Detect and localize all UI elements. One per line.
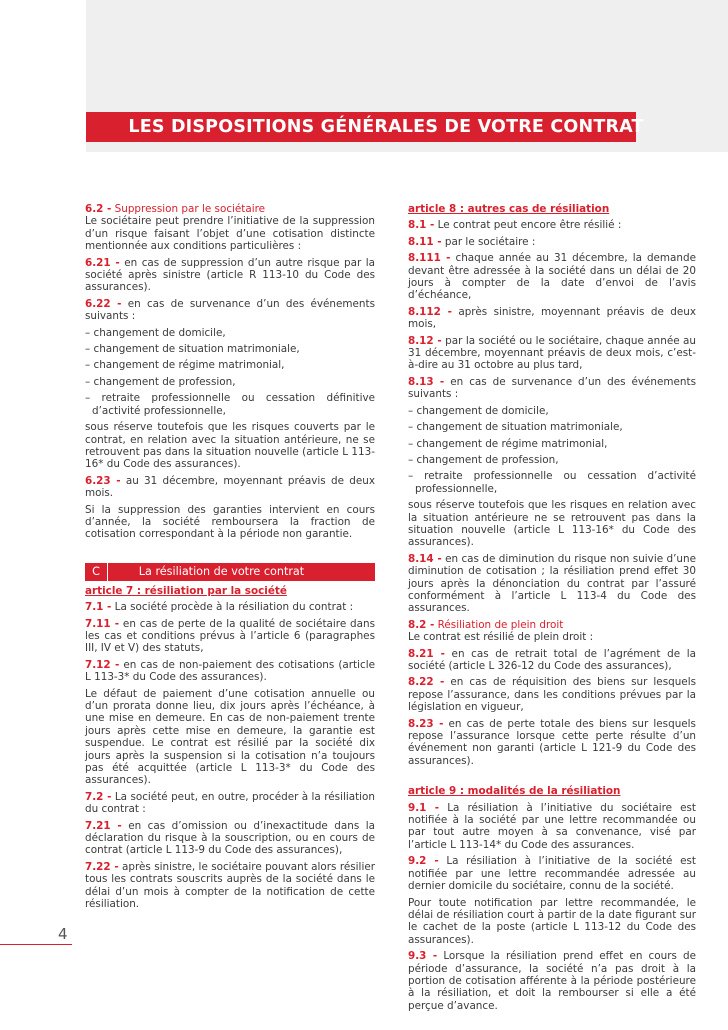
paragraph-8-22: 8.22 - en cas de réquisition des biens sur lesquels repose l’assurance, dans les conditions prévues par la législation en vigueur, — [408, 676, 696, 714]
paragraph-7-22: 7.22 - après sinistre, le sociétaire pouvant alors résilier tous les contrats souscrits auprès de la société dans le délai d’un mois à compter de la notification de cette résiliation. — [85, 860, 376, 911]
paragraph-6-22: 6.22 - en cas de survenance d’un des événements suivants : — [85, 297, 375, 323]
paragraph-6-21: 6.21 - en cas de suppression d’un autre risque par la société après sinistre (article R 113-10 du Code des assurances). — [85, 256, 375, 294]
list-item: – changement de profession, — [408, 453, 559, 466]
paragraph-7-1: 7.1 - La société procède à la résiliation du contrat : — [85, 601, 354, 614]
paragraph-pour: Pour toute notification par lettre recommandée, le délai de résiliation court à partir de la date figurant sur le cachet de la poste (article L 113-12 du Code des assurances). — [408, 896, 696, 946]
paragraph-8-13: 8.13 - en cas de survenance d’un des événements suivants : — [408, 375, 696, 401]
page-title: LES DISPOSITIONS GÉNÉRALES DE VOTRE CONTRAT — [86, 112, 636, 142]
paragraph-8-12: 8.12 - par la société ou le sociétaire, chaque année au 31 décembre, moyennant préavis de deux mois, c’est-à-dire au 31 octobre au plus tard, — [408, 334, 696, 372]
spacer — [408, 771, 696, 785]
list-item: – changement de domicile, — [408, 404, 549, 417]
paragraph-defaut: Le défaut de paiement d’une cotisation annuelle ou d’un prorata donne lieu, dix jours après l’échéance, à une mise en demeure. En cas de non-paiement trente jours après cette mise en demeure, la garantie est suspendue. Le contrat est résilié par la société dix jours après la suspension si la cotisation n’a toujours pas été acquittée (article L 113-3* du Code des assurances). — [85, 687, 375, 787]
paragraph-reserve: sous réserve toutefois que les risques en relation avec la situation antérieure ne se retrouvent pas dans la situation nouvelle (article L 113-16* du Code des assurances). — [408, 499, 696, 549]
left-column — [85, 203, 375, 915]
list-item: – changement de régime matrimonial, — [85, 359, 285, 372]
paragraph-8-11: 8.11 - par le sociétaire : — [408, 235, 536, 248]
paragraph-7-11: 7.11 - en cas de perte de la qualité de sociétaire dans les cas et conditions prévus à l’article 6 (paragraphes III, IV et V) des statuts, — [85, 617, 375, 655]
paragraph-7-2: 7.2 - La société peut, en outre, procéder à la résiliation du contrat : — [85, 790, 375, 816]
list-item: – changement de situation matrimoniale, — [408, 421, 623, 434]
paragraph-7-12: 7.12 - en cas de non-paiement des cotisations (article L 113-3* du Code des assurances). — [85, 658, 375, 684]
section-title: La résiliation de votre contrat — [138, 564, 305, 578]
section-letter: C — [85, 563, 108, 581]
article-7-title: article 7 : résiliation par la société — [85, 584, 287, 597]
paragraph-8-111: 8.111 - chaque année au 31 décembre, la demande devant être adressée à la société dans un délai de 20 jours à compter de la date d’envoi de l’avis d’échéance, — [408, 252, 696, 302]
page-number-rule — [0, 944, 72, 945]
right-column — [408, 203, 696, 1016]
page-number: 4 — [58, 925, 68, 943]
paragraph-9-2: 9.2 - La résiliation à l’initiative de la société est notifiée par une lettre recommandée adressée au dernier domicile du sociétaire, connu de la société. — [408, 855, 696, 893]
paragraph-8-14: 8.14 - en cas de diminution du risque non suivie d’une diminution de cotisation ; la résiliation prend effet 30 jours après la dénonciation du contrat par l’assuré conformément à l’article L 113-4 du Code des assurances. — [408, 552, 696, 615]
list-item: – changement de profession, — [85, 375, 236, 388]
list-item: – changement de situation matrimoniale, — [85, 343, 300, 356]
paragraph-9-3: 9.3 - Lorsque la résiliation prend effet en cours de période d’assurance, la société n’a pas droit à la portion de cotisation afférente à la période postérieure à la résiliation, et doit la rembourser si elle a été perçue d’avance. — [408, 950, 697, 1012]
paragraph-9-1: 9.1 - La résiliation à l’initiative du sociétaire est notifiée à la société par une lettre recommandée ou par tout autre moyen à sa convenance, visé par l’article L 113-14* du Code des assurances. — [408, 801, 696, 851]
paragraph-8-23: 8.23 - en cas de perte totale des biens sur lesquels repose l’assurance lorsque cette perte résulte d’un événement non garanti (article L 121-9 du Code des assurances). — [408, 717, 696, 767]
article-9-title: article 9 : modalités de la résiliation — [408, 785, 621, 798]
paragraph-8-112: 8.112 - après sinistre, moyennant préavis de deux mois, — [408, 305, 697, 331]
article-8-title: article 8 : autres cas de résiliation — [408, 203, 610, 215]
paragraph-8-2: 8.2 - Résiliation de plein droit Le contrat est résilié de plein droit : — [408, 618, 594, 644]
paragraph-8-1: 8.1 - Le contrat peut encore être résilié : — [408, 219, 622, 232]
paragraph-7-21: 7.21 - en cas d’omission ou d’inexactitude dans la déclaration du risque à la souscription, ou en cours de contrat (article L 113-9 du Code des assurances), — [85, 819, 375, 857]
list-item: – changement de domicile, — [85, 326, 226, 339]
paragraph-reserve: sous réserve toutefois que les risques couverts par le contrat, en relation avec la situation antérieure, ne se retrouvent pas dans la situation nouvelle (article L 113-16* du Code des assurances). — [85, 421, 375, 471]
paragraph-6-23: 6.23 - au 31 décembre, moyennant préavis de deux mois. — [85, 474, 375, 500]
paragraph-refund: Si la suppression des garanties intervient en cours d’année, la société remboursera la fraction de cotisation correspondant à la période non garantie. — [85, 503, 375, 541]
list-item: – retraite professionnelle ou cessation d’activité professionnelle, — [408, 470, 696, 495]
list-item: – changement de régime matrimonial, — [408, 437, 608, 450]
list-item: – retraite professionnelle ou cessation définitive d’activité professionnelle, — [85, 392, 375, 417]
paragraph-6-2: 6.2 - Suppression par le sociétaire Le sociétaire peut prendre l’initiative de la suppression d’un risque faisant l’objet d’une cotisation distincte mentionnée aux conditions particulières : — [85, 203, 375, 253]
paragraph-8-21: 8.21 - en cas de retrait total de l’agrément de la société (article L 326-12 du Code des assurances), — [408, 647, 696, 672]
section-header-c — [85, 563, 375, 581]
